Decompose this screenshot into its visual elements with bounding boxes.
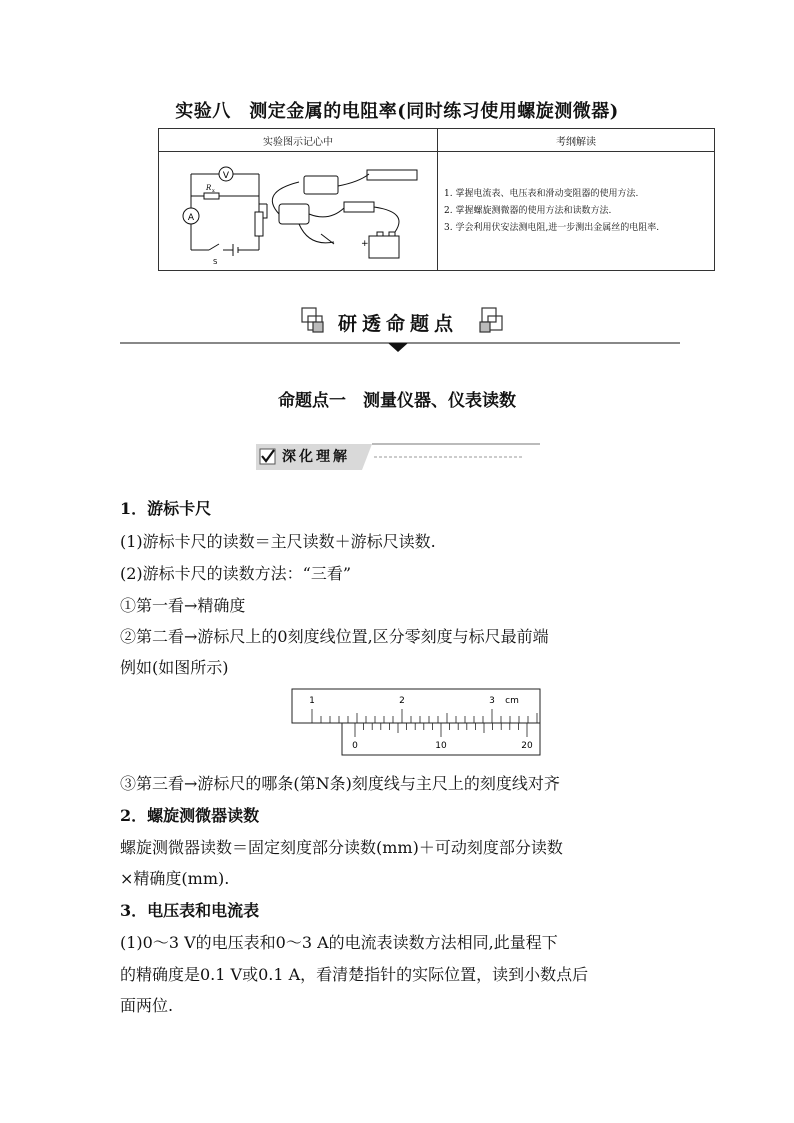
circuit-diagram [159, 152, 435, 266]
paragraph: ③第三看→游标尺的哪条(第N条)刻度线与主尺上的刻度线对齐 [120, 774, 560, 793]
tag-label: 深化理解 [282, 449, 350, 465]
vernier-scale-label: 20 [521, 741, 533, 751]
requirement-item: 2. 掌握螺旋测微器的使用方法和读数方法. [444, 205, 612, 216]
resistor-subscript: x [212, 188, 215, 194]
page-title: 实验八 测定金属的电阻率(同时练习使用螺旋测微器) [175, 101, 619, 122]
paragraph: 面两位. [120, 996, 174, 1015]
vernier-caliper-figure [290, 688, 542, 758]
main-scale-label: 2 [399, 696, 405, 706]
paragraph: ①第一看→精确度 [120, 596, 246, 615]
requirements-cell [438, 152, 715, 271]
paragraph: (1)0～3 V的电压表和0～3 A的电流表读数方法相同,此量程下 [120, 933, 558, 952]
main-scale-label: 1 [309, 696, 315, 706]
section-banner-title: 研透命题点 [338, 313, 459, 335]
main-scale-label: 3 [489, 696, 495, 706]
requirement-item: 3. 学会利用伏安法测电阻,进一步测出金属丝的电阻率. [444, 222, 660, 233]
voltmeter-label: V [222, 171, 230, 181]
section-2-title: 2．螺旋测微器读数 [120, 806, 260, 825]
paragraph: 的精确度是0.1 V或0.1 A，看清楚指针的实际位置，读到小数点后 [120, 965, 589, 984]
main-scale-unit: cm [505, 696, 519, 706]
subheading: 命题点一 测量仪器、仪表读数 [278, 391, 516, 411]
table-header-diagram: 实验图示记心中 [159, 129, 438, 152]
battery-plus-label: + [361, 239, 369, 249]
section-3-title: 3．电压表和电流表 [120, 901, 260, 920]
experiment-table [158, 128, 715, 271]
paragraph: (1)游标卡尺的读数＝主尺读数＋游标尺读数. [120, 532, 436, 551]
paragraph: (2)游标卡尺的读数方法：“三看” [120, 564, 352, 583]
vernier-scale-label: 10 [435, 741, 447, 751]
paragraph: 螺旋测微器读数＝固定刻度部分读数(mm)＋可动刻度部分读数 [120, 838, 563, 857]
switch-label: S [213, 258, 218, 266]
paragraph: 例如(如图所示) [120, 658, 229, 677]
resistor-label: R [206, 184, 212, 192]
paragraph: ②第二看→游标尺上的0刻度线位置,区分零刻度与标尺最前端 [120, 627, 549, 646]
table-header-requirements: 考纲解读 [438, 129, 715, 152]
section-1-title: 1．游标卡尺 [120, 499, 212, 518]
requirement-item: 1. 掌握电流表、电压表和滑动变阻器的使用方法. [444, 188, 639, 199]
ammeter-label: A [187, 213, 195, 223]
paragraph: ×精确度(mm). [120, 869, 230, 888]
vernier-scale-label: 0 [352, 741, 358, 751]
circuit-diagram-cell [159, 152, 438, 271]
